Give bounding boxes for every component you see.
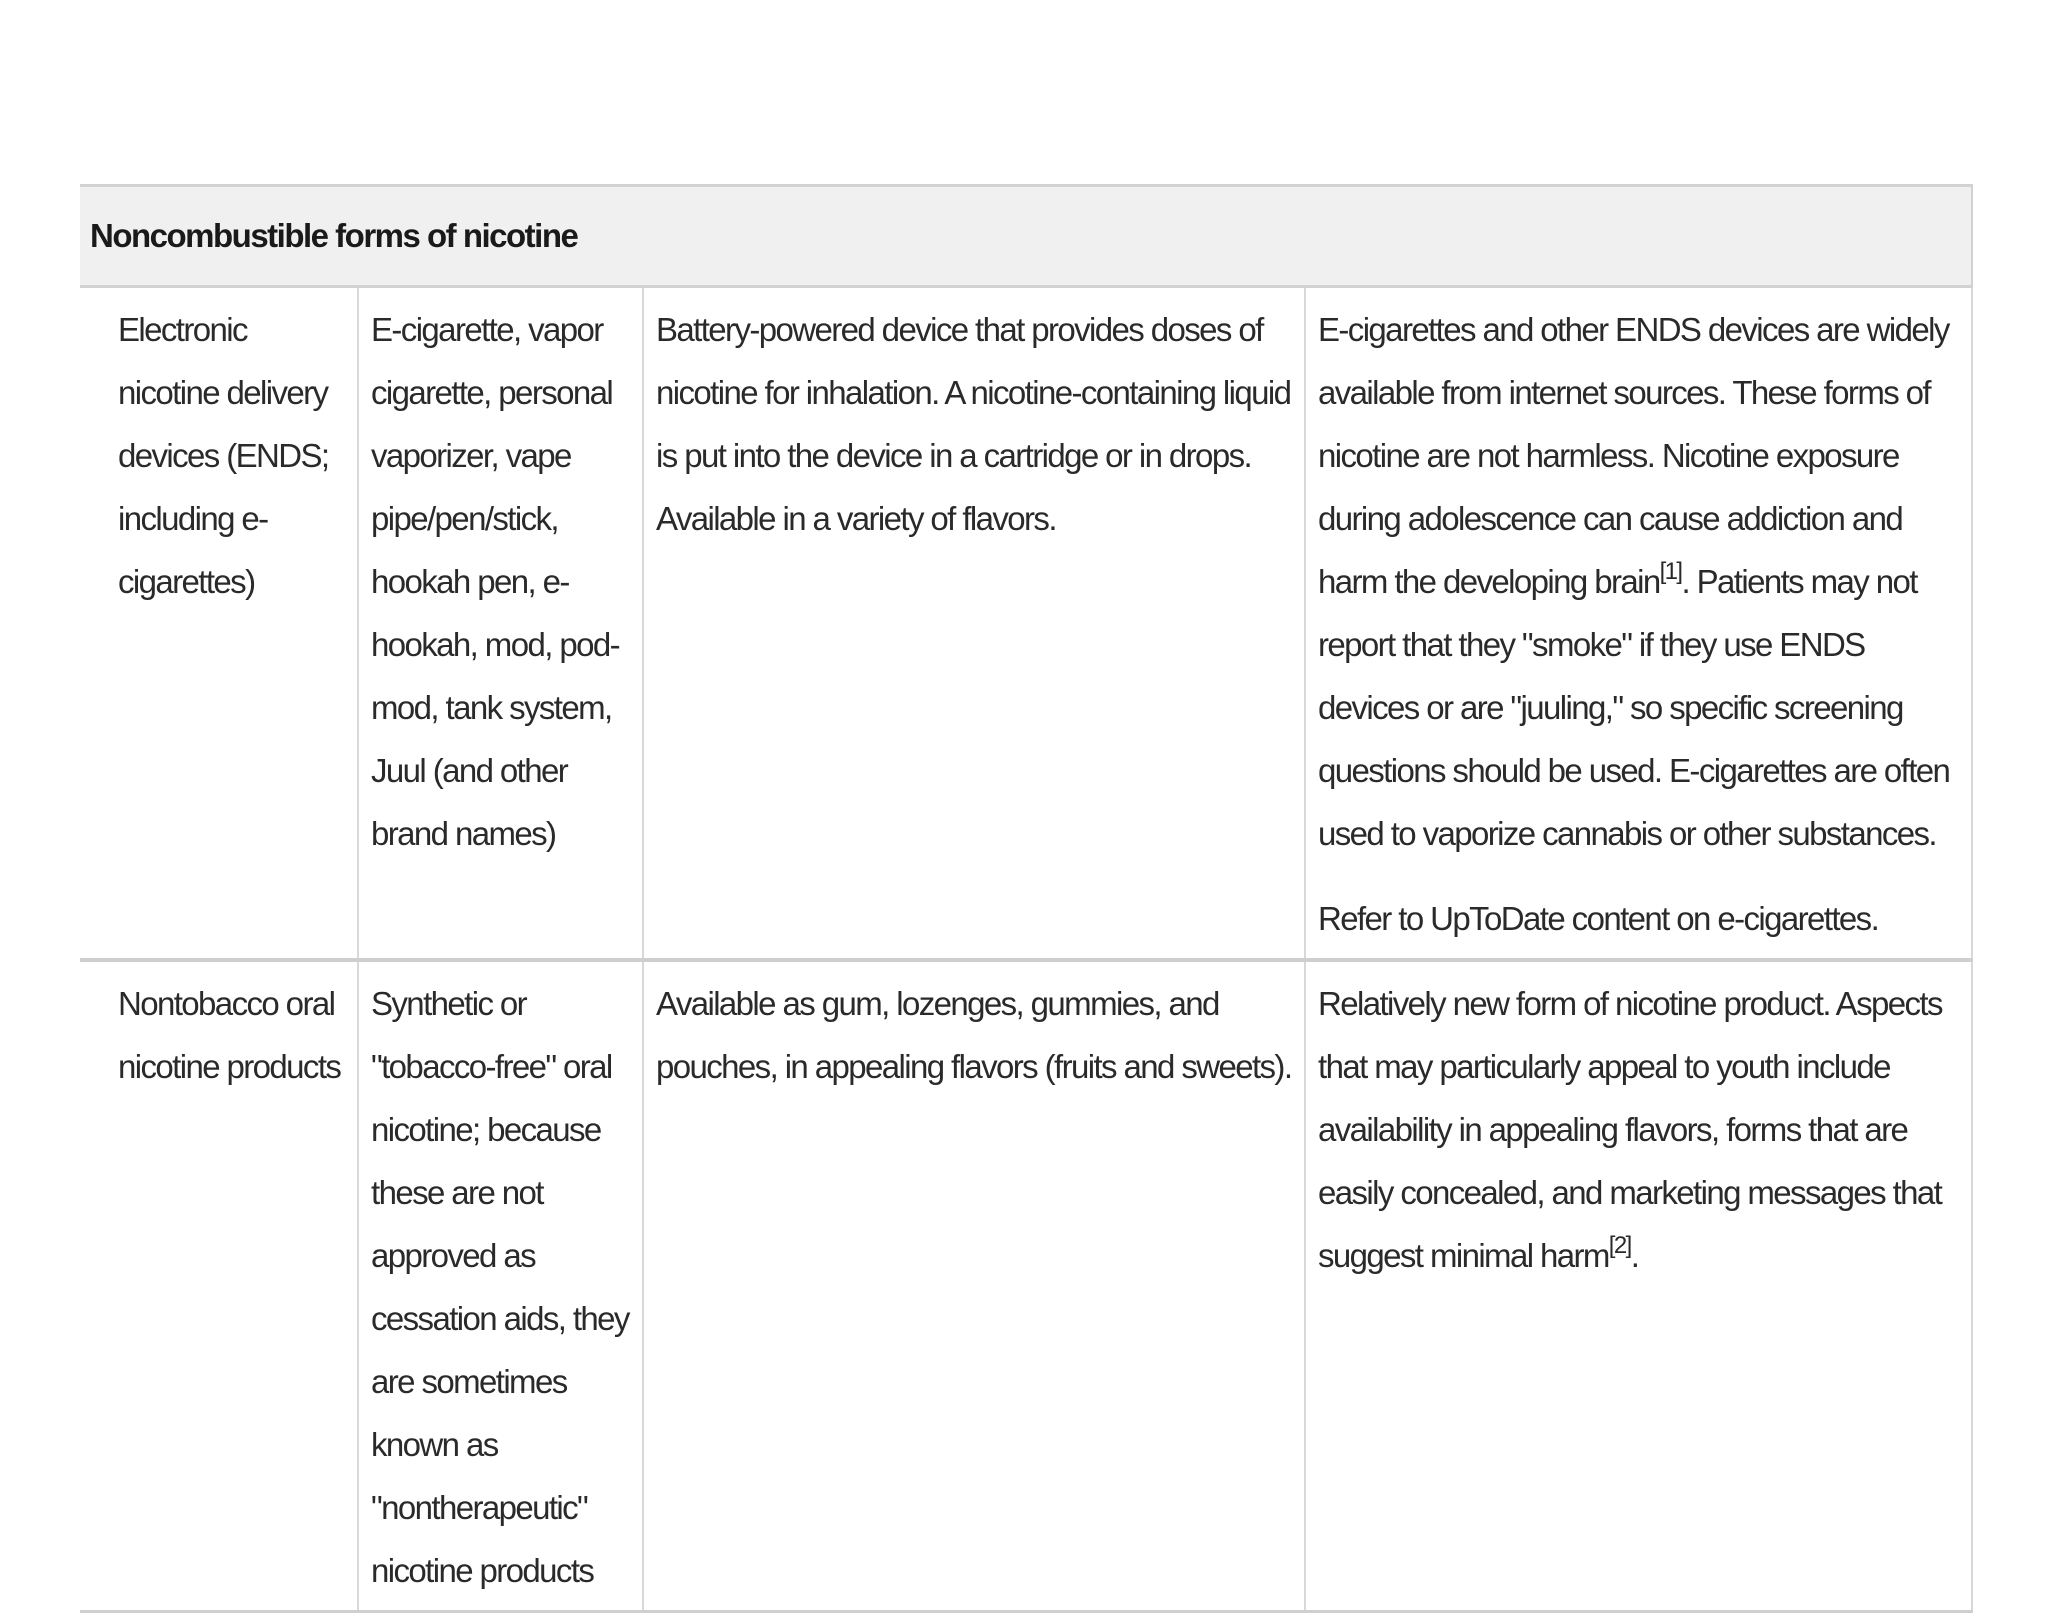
names-text: E-cigarette, vapor cigarette, personal vaporizer, vape pipe/pen/stick, hookah pen, e-hookah, mod, pod-mod, tank system, Juul (and other brand names) bbox=[371, 311, 619, 852]
cell-names bbox=[358, 287, 643, 961]
comments-paragraph bbox=[1318, 298, 1959, 865]
names-text: Synthetic or "tobacco-free" oral nicotine; because these are not approved as cessation aids, they are sometimes known as "nontherapeutic" nicotine products bbox=[371, 985, 629, 1589]
nicotine-forms-table bbox=[80, 184, 1973, 1613]
table-row bbox=[80, 960, 1972, 1612]
cell-form bbox=[80, 960, 358, 1612]
description-text: Battery-powered device that provides doses of nicotine for inhalation. A nicotine-containing liquid is put into the device in a cartridge or in drops. Available in a variety of flavors. bbox=[656, 311, 1291, 537]
reference-link-1[interactable]: [1] bbox=[1659, 558, 1682, 585]
description-text: Available as gum, lozenges, gummies, and pouches, in appealing flavors (fruits and sweets). bbox=[656, 985, 1292, 1085]
cell-description bbox=[643, 287, 1305, 961]
form-text: Electronic nicotine delivery devices (ENDS; including e-cigarettes) bbox=[118, 311, 329, 600]
table-header-row bbox=[80, 186, 1972, 287]
cell-comments bbox=[1305, 287, 1972, 961]
comments-text: Relatively new form of nicotine product. Aspects that may particularly appeal to youth include availability in appealing flavors, forms that are easily concealed, and marketing messages that suggest minimal harm bbox=[1318, 985, 1942, 1274]
cell-names bbox=[358, 960, 643, 1612]
cell-description bbox=[643, 960, 1305, 1612]
comments-paragraph-refer bbox=[1318, 887, 1959, 950]
reference-link-2[interactable]: [2] bbox=[1608, 1232, 1631, 1259]
cell-form bbox=[80, 287, 358, 961]
table-row bbox=[80, 287, 1972, 961]
comments-text-continued: . Patients may not report that they "smoke" if they use ENDS devices or are "juuling," so specific screening questions should be used. E-cigarettes are often used to vaporize cannabis or other substances. bbox=[1318, 563, 1950, 852]
comments-text-continued: . bbox=[1630, 1237, 1639, 1274]
section-header: Noncombustible forms of nicotine bbox=[80, 186, 1972, 287]
comments-paragraph bbox=[1318, 972, 1959, 1287]
comments-text: E-cigarettes and other ENDS devices are widely available from internet sources. These forms of nicotine are not harmless. Nicotine exposure during adolescence can cause addiction and harm the developing brain bbox=[1318, 311, 1949, 600]
refer-text: Refer to UpToDate content on e-cigarettes. bbox=[1318, 900, 1879, 937]
cell-comments bbox=[1305, 960, 1972, 1612]
nicotine-table-container bbox=[80, 184, 1972, 1613]
form-text: Nontobacco oral nicotine products bbox=[118, 985, 341, 1085]
